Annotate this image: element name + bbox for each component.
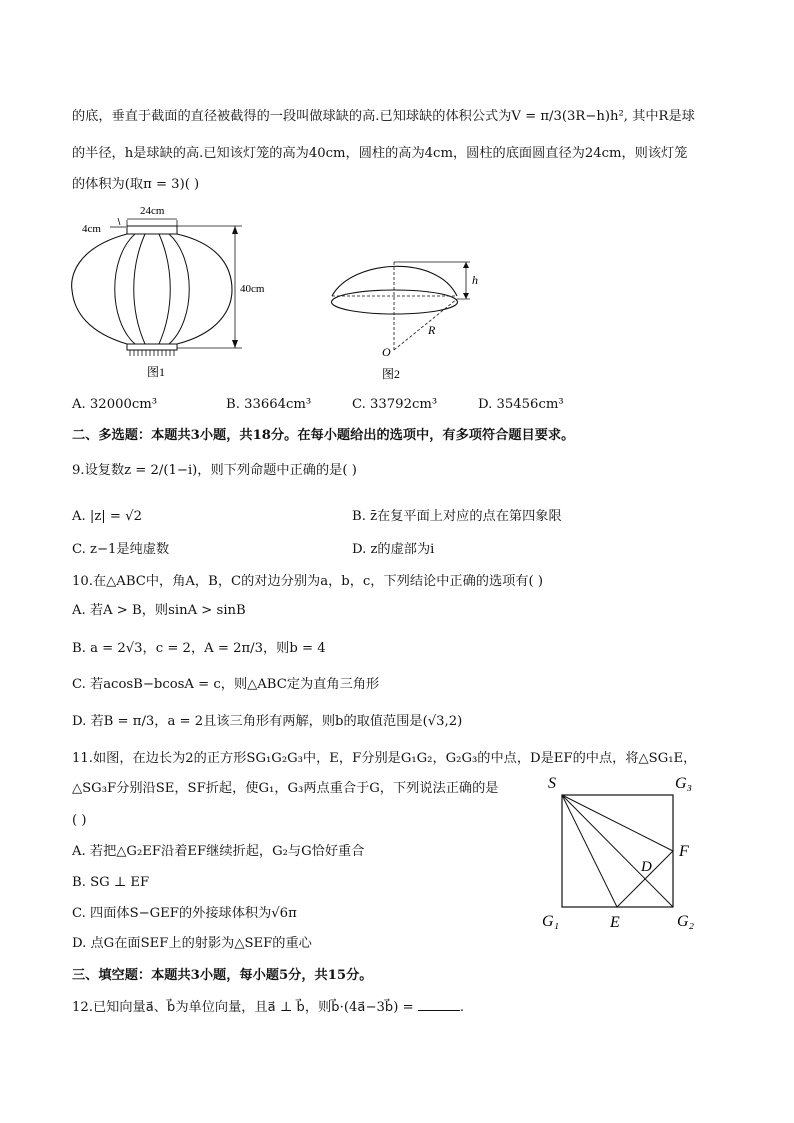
fig1-height-label: 40cm: [240, 283, 265, 295]
q9-option-d: D. z的虚部为i: [352, 542, 435, 557]
square-fold-figure: [538, 770, 708, 932]
fig2-o-label: O: [382, 345, 391, 359]
fig2-r-label: R: [428, 323, 436, 337]
q11-stem-line3: ( ): [72, 813, 87, 828]
answer-blank[interactable]: [418, 998, 460, 1011]
q8-option-d: D. 35456cm³: [478, 397, 564, 412]
q8-option-a: A. 32000cm³: [72, 397, 158, 412]
q8-option-b: B. 33664cm³: [226, 397, 312, 412]
q11-stem-line2: △SG₃F分别沿SE，SF折起，使G₁，G₃两点重合于G，下列说法正确的是: [72, 781, 499, 796]
q9-option-b: B. z̄在复平面上对应的点在第四象限: [352, 509, 562, 524]
spherical-cap-figure: [322, 254, 492, 384]
q10-option-a: A. 若A > B，则sinA > sinB: [72, 603, 246, 618]
q12-stem: 12.已知向量a⃗、b⃗为单位向量，且a⃗ ⊥ b⃗，则b⃗·(4a⃗−3b⃗) =: [72, 1000, 414, 1015]
fig-label-d: D: [641, 859, 652, 875]
q12-tail: .: [459, 1000, 465, 1015]
q11-stem-line1: 11.如图，在边长为2的正方形SG₁G₂G₃中，E，F分别是G₁G₂，G₂G₃的中点，D是EF的中点，将△SG₁E，: [72, 751, 697, 766]
fig-label-s: S: [548, 775, 556, 792]
fig-label-f: F: [679, 843, 689, 860]
q12-line: [72, 998, 464, 1017]
fig1-left-label: 4cm: [82, 223, 101, 235]
q9-stem: 9.设复数z = 2/(1−i)，则下列命题中正确的是( ): [72, 463, 357, 478]
q10-option-c: C. 若acosB−bcosA = c，则△ABC定为直角三角形: [72, 677, 380, 692]
fig1-caption: 图1: [147, 365, 166, 379]
q10-option-d: D. 若B = π/3，a = 2且该三角形有两解，则b的取值范围是(√3,2): [72, 714, 463, 729]
q8-stem-line3: 的体积为(取π = 3)( ): [72, 177, 200, 192]
fig-label-e: E: [610, 914, 620, 931]
q9-option-a: A. |z| = √2: [72, 509, 142, 524]
fig-label-g1: G₁: [542, 913, 560, 930]
q11-option-b: B. SG ⊥ EF: [72, 875, 150, 890]
q11-option-c: C. 四面体S−GEF的外接球体积为√6π: [72, 906, 297, 921]
lantern-figure: [70, 198, 290, 388]
q8-stem-line1: 的底，垂直于截面的直径被截得的一段叫做球缺的高.已知球缺的体积公式为V = π/3(3R−h)h², 其中R是球: [72, 109, 695, 124]
q11-option-d: D. 点G在面SEF上的射影为△SEF的重心: [72, 936, 312, 951]
fig2-caption: 图2: [382, 367, 401, 381]
section2-heading: 二、多选题：本题共3小题，共18分。在每小题给出的选项中，有多项符合题目要求。: [72, 428, 575, 443]
q9-option-c: C. z−1是纯虚数: [72, 542, 170, 557]
q8-option-c: C. 33792cm³: [352, 397, 438, 412]
fig-label-g3: G₃: [675, 775, 693, 792]
q10-stem: 10.在△ABC中，角A，B，C的对边分别为a，b，c，下列结论中正确的选项有( ): [72, 574, 544, 589]
q11-option-a: A. 若把△G₂EF沿着EF继续折起，G₂与G恰好重合: [72, 844, 365, 859]
q8-stem-line2: 的半径，h是球缺的高.已知该灯笼的高为40cm，圆柱的高为4cm，圆柱的底面圆直径为24cm，则该灯笼: [72, 146, 688, 161]
fig-label-g2: G₂: [677, 913, 695, 930]
q10-option-b: B. a = 2√3，c = 2，A = 2π/3，则b = 4: [72, 641, 326, 656]
fig2-h-label: h: [472, 273, 478, 287]
fig1-top-label: 24cm: [140, 205, 165, 217]
section3-heading: 三、填空题：本题共3小题，每小题5分，共15分。: [72, 968, 373, 983]
